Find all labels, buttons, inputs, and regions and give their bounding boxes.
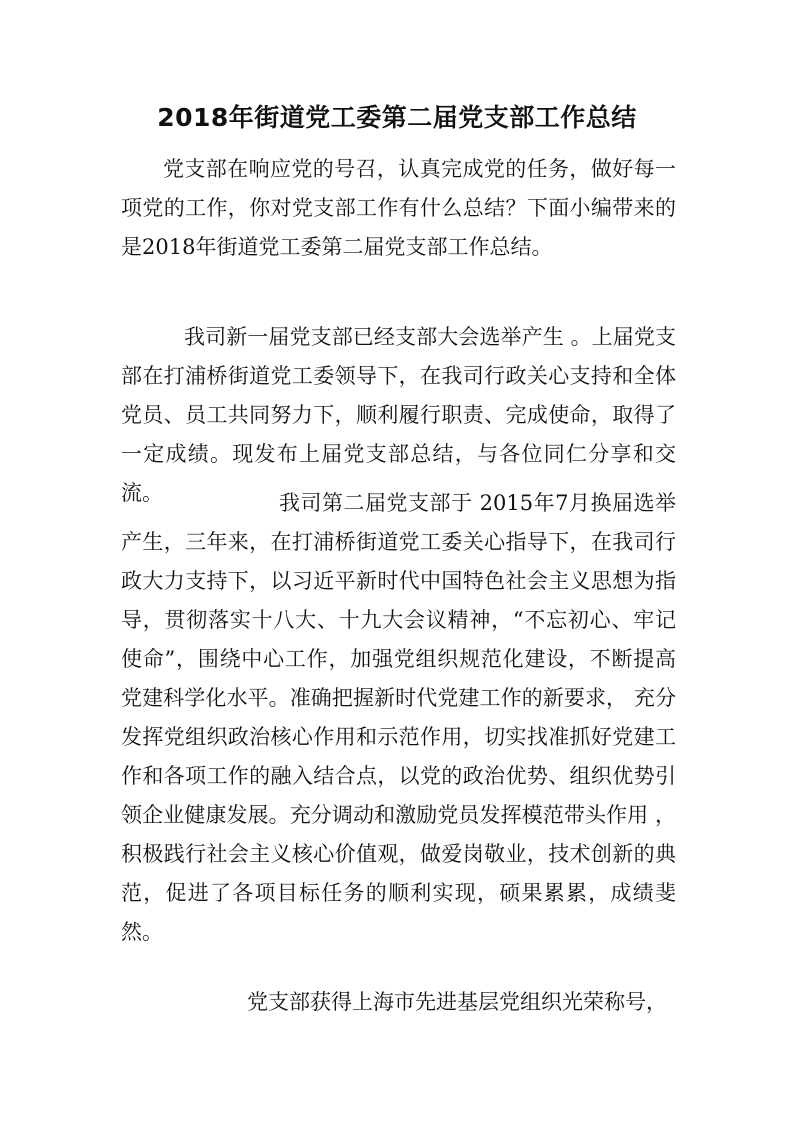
document-title: 2018年街道党工委第二届党支部工作总结 (157, 103, 637, 132)
paragraph-announcement: 我司新一届党支部已经支部大会选举产生 。上届党支部在打浦桥街道党工委领导下，在我司行政关心支持和全体党员、员工共同努力下，顺利履行职责、完成使命，取得了一定成绩。现发布上届党支部总结，与各位同仁分享和交流。 (121, 325, 676, 505)
paragraph-honor: 党支部获得上海市先进基层党组织光荣称号， (247, 990, 667, 1014)
paragraph-intro: 党支部在响应党的号召，认真完成党的任务，做好每一项党的工作，你对党支部工作有什么总结？下面小编带来的是2018年街道党工委第二届党支部工作总结。 (121, 157, 676, 259)
paragraph-summary: 我司第二届党支部于 2015年7月换届选举产生，三年来，在打浦桥街道党工委关心指导下，在我司行政大力支持下，以习近平新时代中国特色社会主义思想为指导，贯彻落实十八大、十九大会议精神，“不忘初心、牢记使命”，围绕中心工作，加强党组织规范化建设，不断提高党建科学化水平。准确把握新时代党建工作的新要求， 充分发挥党组织政治核心作用和示范作用，切实找准抓好党建工作和各项工作的融入结合点，以党的政治优势、组织优势引领企业健康发展。充分调动和激励党员发挥模范带头作用 ，积极践行社会主义核心价值观，做爱岗敬业，技术创新的典范，促进了各项目标任务的顺利实现，硕果累累，成绩斐然。 (121, 491, 676, 944)
